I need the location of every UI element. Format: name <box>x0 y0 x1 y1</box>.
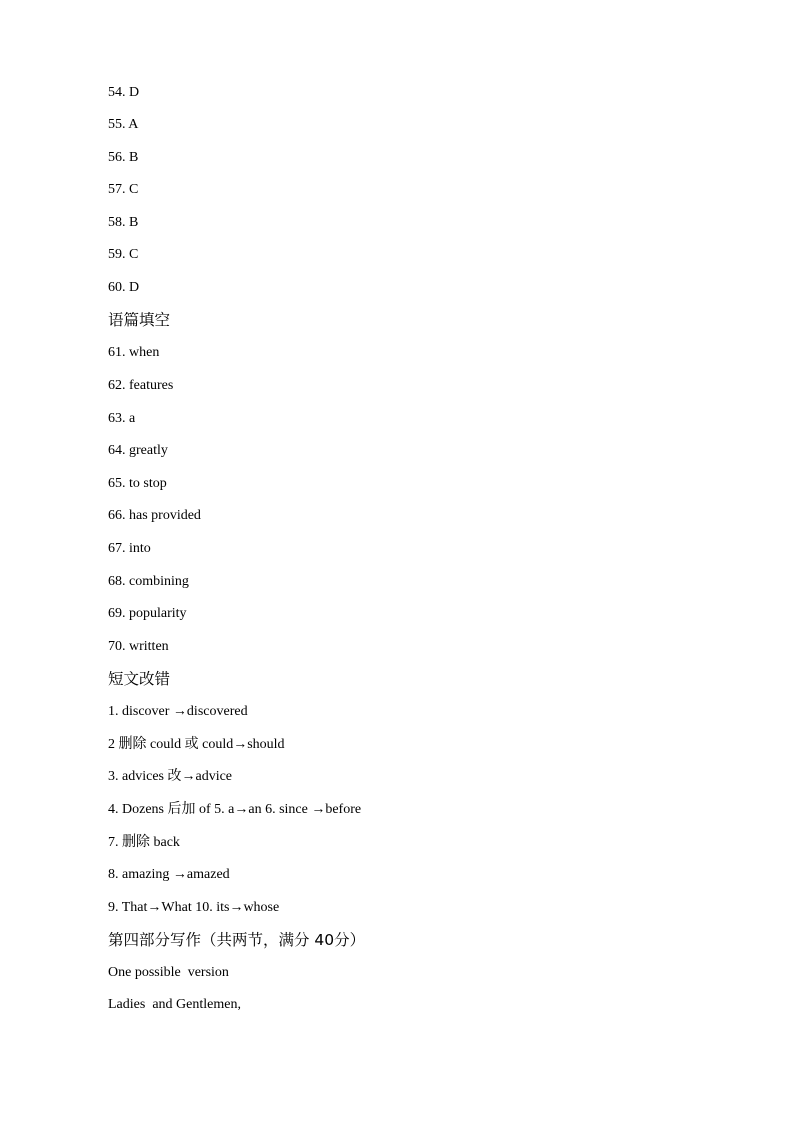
correction-3: 3. advices 改→advice <box>108 769 233 784</box>
answer-59: 59. C <box>108 247 139 262</box>
answer-64: 64. greatly <box>108 443 168 458</box>
answer-68: 68. combining <box>108 574 189 589</box>
correction-4-5-6: 4. Dozens 后加 of 5. a→an 6. since →before <box>108 802 362 817</box>
answer-70: 70. written <box>108 639 169 654</box>
answer-60: 60. D <box>108 280 140 295</box>
correction-9-10: 9. That→What 10. its→whose <box>108 900 280 915</box>
answer-56: 56. B <box>108 150 139 165</box>
correction-1: 1. discover →discovered <box>108 704 248 719</box>
answer-67: 67. into <box>108 541 151 556</box>
section-heading-writing: 第四部分写作（共两节，满分 40分） <box>108 931 366 949</box>
answer-66: 66. has provided <box>108 508 201 523</box>
answer-62: 62. features <box>108 378 174 393</box>
section-heading-correction: 短文改错 <box>108 670 171 688</box>
answer-63: 63. a <box>108 411 136 426</box>
writing-label: One possible version <box>108 965 229 980</box>
answer-69: 69. popularity <box>108 606 187 621</box>
correction-7: 7. 删除 back <box>108 835 180 850</box>
section-heading-fill: 语篇填空 <box>108 311 171 329</box>
answer-58: 58. B <box>108 215 139 230</box>
answer-55: 55. A <box>108 117 139 132</box>
correction-2: 2 删除 could 或 could→should <box>108 737 285 752</box>
correction-8: 8. amazing →amazed <box>108 867 230 882</box>
answer-65: 65. to stop <box>108 476 167 491</box>
writing-salutation: Ladies and Gentlemen, <box>108 997 241 1012</box>
answer-57: 57. C <box>108 182 139 197</box>
answer-54: 54. D <box>108 85 140 100</box>
answer-61: 61. when <box>108 345 160 360</box>
